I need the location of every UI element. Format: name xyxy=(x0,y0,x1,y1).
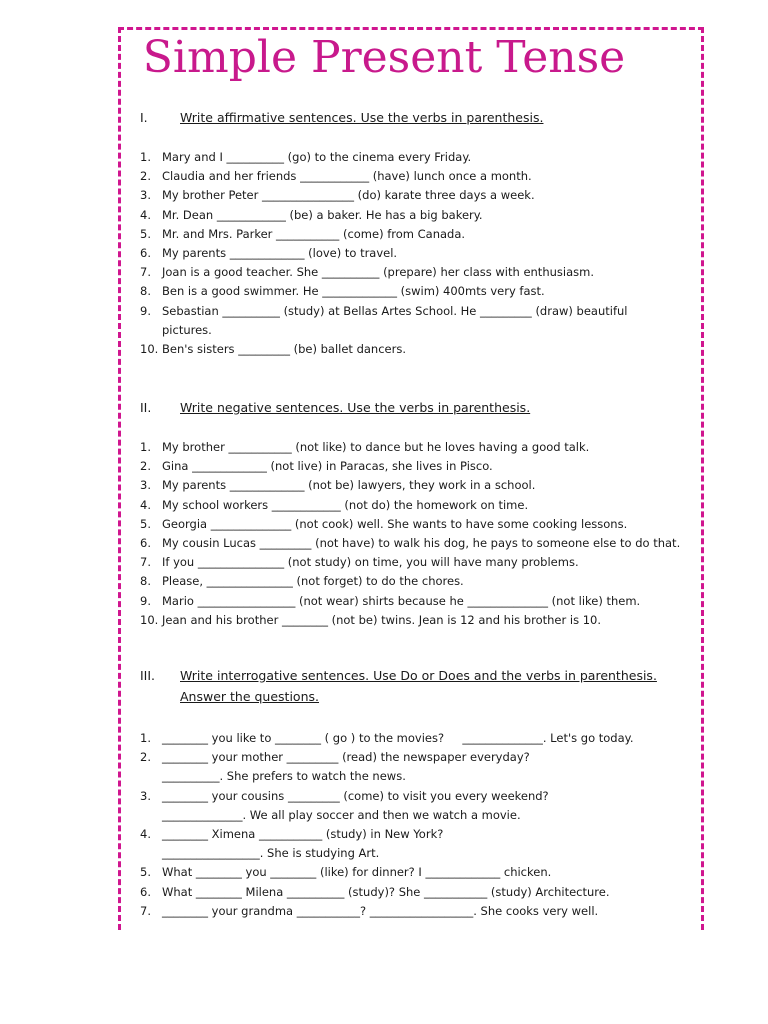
list-item: 8. Please, _______________ (not forget) to do the chores. xyxy=(140,574,464,589)
section-3-list xyxy=(140,729,700,921)
list-item: 10. Ben's sisters _________ (be) ballet dancers. xyxy=(140,341,406,356)
section-number: I. xyxy=(140,110,148,125)
list-item: 7. If you _______________ (not study) on time, you will have many problems. xyxy=(140,555,579,570)
section-1-heading xyxy=(140,110,543,125)
list-item: 5. Georgia ______________ (not cook) well. She wants to have some cooking lessons. xyxy=(140,516,628,531)
list-item: 3. ________ your cousins _________ (come) to visit you every weekend? ______________. We all play soccer and then we watch a movie. xyxy=(140,788,549,822)
list-item: 8. Ben is a good swimmer. He _____________ (swim) 400mts very fast. xyxy=(140,284,545,299)
section-instruction: Write negative sentences. Use the verbs in parenthesis. xyxy=(180,400,531,415)
list-item: 2. Claudia and her friends ____________ (have) lunch once a month. xyxy=(140,169,532,184)
list-item: 6. My cousin Lucas _________ (not have) to walk his dog, he pays to someone else to do that. xyxy=(140,535,681,550)
section-number: III. xyxy=(140,668,156,683)
section-instruction-2: Answer the questions. xyxy=(180,689,319,704)
section-2-list xyxy=(140,438,700,630)
list-item: 4. My school workers ____________ (not do) the homework on time. xyxy=(140,497,529,512)
list-item: 1. Mary and I __________ (go) to the cinema every Friday. xyxy=(140,150,472,164)
section-2-heading xyxy=(140,400,530,415)
section-instruction: Write interrogative sentences. Use Do or Does and the verbs in parenthesis. xyxy=(180,668,657,683)
list-item: 9. Sebastian __________ (study) at Bellas Artes School. He _________ (draw) beautiful pictures. xyxy=(140,303,628,337)
page-title: Simple Present Tense xyxy=(142,32,626,83)
list-item: 6. My parents _____________ (love) to travel. xyxy=(140,245,398,260)
list-item: 7. ________ your grandma ___________? __________________. She cooks very well. xyxy=(140,903,599,918)
list-item: 5. Mr. and Mrs. Parker ___________ (come) from Canada. xyxy=(140,226,466,241)
list-item: 2. Gina _____________ (not live) in Paracas, she lives in Pisco. xyxy=(140,459,493,474)
list-item: 4. Mr. Dean ____________ (be) a baker. He has a big bakery. xyxy=(140,207,483,222)
list-item: 1. My brother ___________ (not like) to dance but he loves having a good talk. xyxy=(140,440,590,454)
section-1-list xyxy=(140,148,700,359)
section-instruction: Write affirmative sentences. Use the verbs in parenthesis. xyxy=(180,110,544,125)
list-item: 4. ________ Ximena ___________ (study) in New York? _________________. She is studying Art. xyxy=(140,827,444,861)
list-item: 2. ________ your mother _________ (read) the newspaper everyday? __________. She prefers to watch the news. xyxy=(140,750,530,784)
list-item: 3. My parents _____________ (not be) lawyers, they work in a school. xyxy=(140,478,536,493)
section-number: II. xyxy=(140,400,152,415)
list-item: 9. Mario _________________ (not wear) shirts because he ______________ (not like) them. xyxy=(140,593,641,608)
list-item: 7. Joan is a good teacher. She __________ (prepare) her class with enthusiasm. xyxy=(140,265,594,280)
list-item: 5. What ________ you ________ (like) for dinner? I _____________ chicken. xyxy=(140,865,552,880)
list-item: 6. What ________ Milena __________ (study)? She ___________ (study) Architecture. xyxy=(140,884,610,899)
list-item: 3. My brother Peter ________________ (do) karate three days a week. xyxy=(140,188,535,203)
section-3-heading xyxy=(140,668,657,704)
list-item: 10. Jean and his brother ________ (not be) twins. Jean is 12 and his brother is 10. xyxy=(140,612,602,627)
list-item: 1. ________ you like to ________ ( go ) to the movies? ______________. Let's go today. xyxy=(140,731,634,745)
